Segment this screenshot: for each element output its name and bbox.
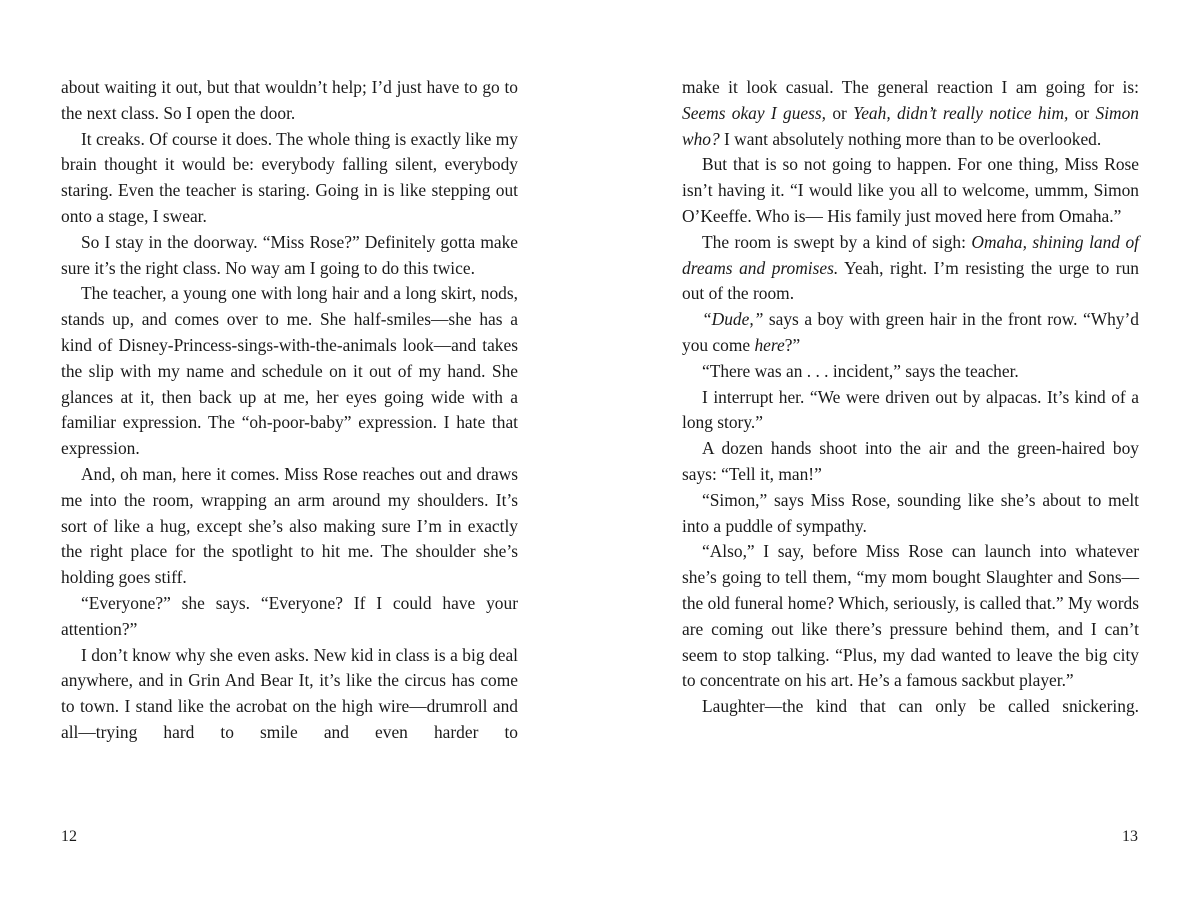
paragraph: The teacher, a young one with long hair and a long skirt, nods, stands up, and comes over to me. She half-smiles—she has a kind of Disney-Princess-sings-with-the-animals look—and takes the slip with my name and schedule on it out of my hand. She glances at it, then back up at me, her eyes going wide with a familiar expression. The “oh-poor-baby” expression. I hate that expression. [61, 283, 518, 459]
text-run: or [1068, 102, 1096, 123]
paragraph: “Simon,” says Miss Rose, sounding like she’s about to melt into a puddle of sympathy. [682, 489, 1139, 536]
paragraph: “Everyone?” she says. “Everyone? If I could have your attention?” [61, 592, 518, 639]
left-page [61, 75, 518, 746]
italic-run: Simon who? [682, 102, 1139, 149]
text-run: Yeah, right. I’m resisting the urge to run out of the room. [682, 257, 1139, 304]
italic-run: Yeah, didn’t really notice him, [853, 102, 1069, 123]
italic-run: here [754, 334, 785, 355]
text-run: or [826, 102, 854, 123]
paragraph: I interrupt her. “We were driven out by alpacas. It’s kind of a long story.” [682, 386, 1139, 433]
paragraph: about waiting it out, but that wouldn’t help; I’d just have to go to the next class. So I open the door. [61, 77, 518, 123]
paragraph: Laughter—the kind that can only be called snickering. [702, 696, 1139, 717]
text-run: I want absolutely nothing more than to be overlooked. [719, 128, 1102, 149]
italic-run: “Dude,” [702, 309, 764, 330]
text-run: ?” [784, 334, 801, 355]
text-run: The room is swept by a kind of sigh: [702, 231, 972, 252]
paragraph [682, 75, 1139, 152]
italic-run: Seems okay I guess, [682, 102, 827, 123]
paragraph: I don’t know why she even asks. New kid in class is a big deal anywhere, and in Grin And Bear It, it’s like the circus has come to town. I stand like the acrobat on the high wire—drumroll and all—trying hard to smile and even harder to [61, 644, 518, 742]
right-page [682, 75, 1139, 720]
paragraph: “There was an . . . incident,” says the teacher. [702, 360, 1019, 381]
paragraph [682, 307, 1139, 359]
page-number: 13 [1122, 828, 1138, 845]
paragraph: “Also,” I say, before Miss Rose can launch into whatever she’s going to tell them, “my mom bought Slaughter and Sons—the old funeral home? Which, seriously, is called that.” My words are coming out like there’s pressure behind them, and I can’t seem to stop talking. “Plus, my dad wanted to leave the big city to concentrate on his art. He’s a famous sackbut player.” [682, 541, 1139, 691]
paragraph: And, oh man, here it comes. Miss Rose reaches out and draws me into the room, wrapping an arm around my shoulders. It’s sort of like a hug, except she’s also making sure I’m in exactly the right place for the spotlight to hit me. The shoulder she’s holding goes stiff. [61, 463, 518, 588]
text-run: make it look casual. The general reaction I am going for is: [682, 77, 1139, 97]
italic-run: Omaha, shining land of dreams and promises. [682, 231, 1139, 278]
paragraph: It creaks. Of course it does. The whole thing is exactly like my brain thought it would be: everybody falling silent, everybody staring. Even the teacher is staring. Going in is like stepping out onto a stage, I swear. [61, 128, 518, 226]
paragraph: So I stay in the doorway. “Miss Rose?” Definitely gotta make sure it’s the right class. No way am I going to do this twice. [61, 231, 518, 278]
paragraph [682, 230, 1139, 307]
text-run: says a boy with green hair in the front row. “Why’d you come [682, 309, 1139, 355]
page-number: 12 [61, 828, 77, 845]
paragraph: A dozen hands shoot into the air and the green-haired boy says: “Tell it, man!” [682, 438, 1139, 484]
paragraph: But that is so not going to happen. For one thing, Miss Rose isn’t having it. “I would like you all to welcome, ummm, Simon O’Keeffe. Who is— His family just moved here from Omaha.” [682, 154, 1139, 226]
